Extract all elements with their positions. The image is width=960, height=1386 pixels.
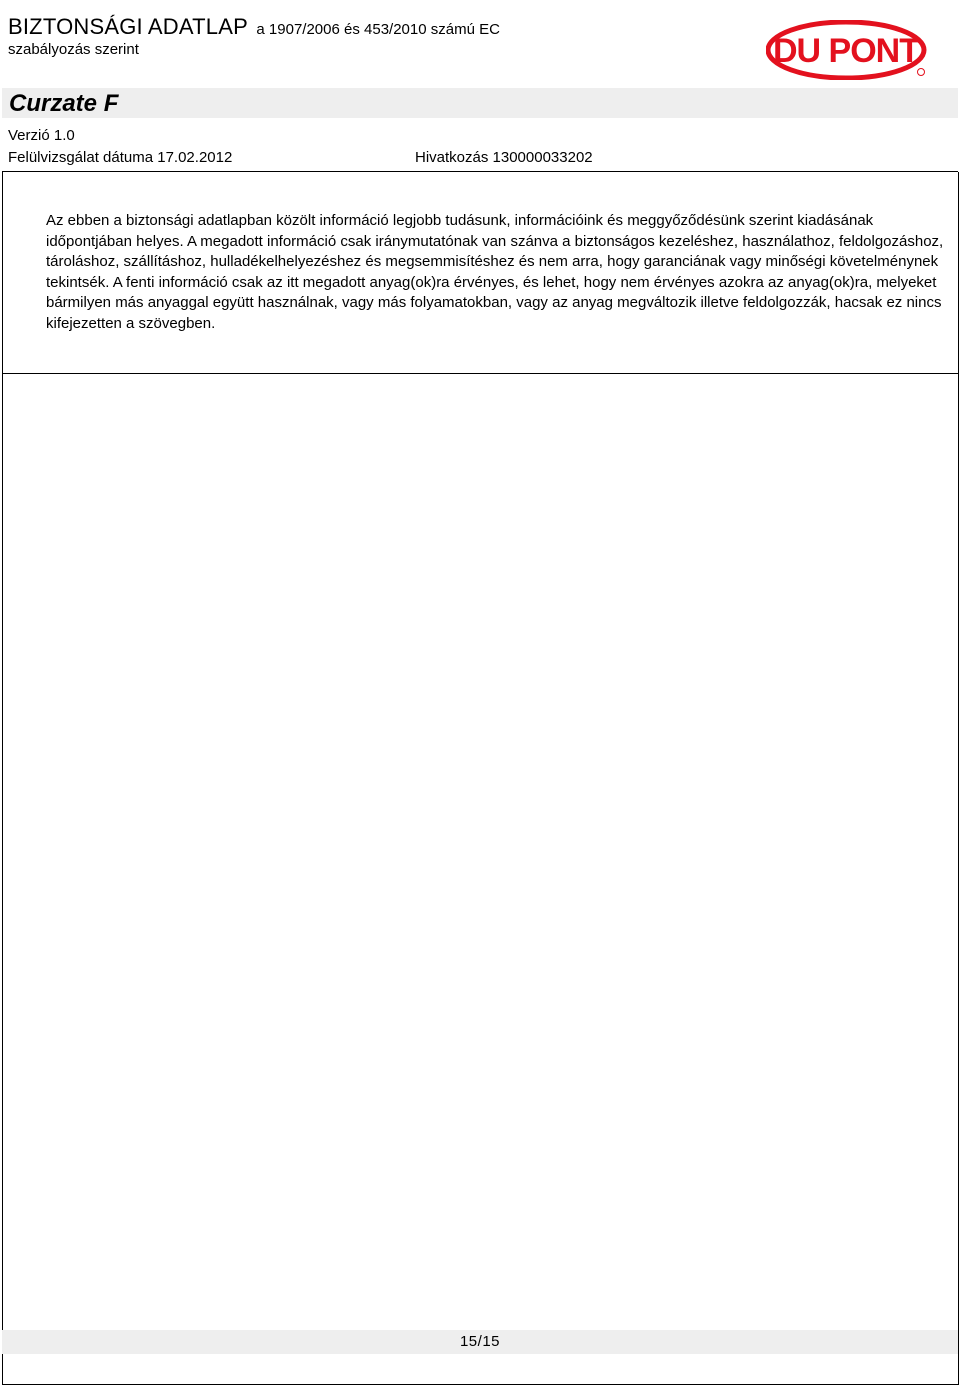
footer-band <box>2 1330 958 1354</box>
logo-wordmark: DU PONT <box>773 32 919 70</box>
page-number: 15/15 <box>459 1333 501 1350</box>
regulation-reference-continued: szabályozás szerint <box>8 41 139 58</box>
disclaimer-paragraph: Az ebben a biztonsági adatlapban közölt információ legjobb tudásunk, információink és meggyőződésünk szerint kiadásának időpontjában helyes. A megadott információ csak iránymutatónak van szánva a biztonságos kezeléshez, használathoz, feldolgozáshoz, tároláshoz, szállításhoz, hulladékelhelyezéshez és megsemmisítéshez és nem arra, hogy garanciának vagy minőségi követelménynek tekintsék. A fenti információ csak az itt megadott anyag(ok)ra érvényes, és lehet, hogy nem érvényes azokra az anyag(ok)ra, melyeket bármilyen más anyaggal együtt használnak, vagy más folyamatokban, vagy az anyag megváltozik illetve feldolgozzák, hacsak ez nincs kifejezetten a szövegben. <box>46 212 944 332</box>
reference-number: Hivatkozás 130000033202 <box>415 149 593 166</box>
version-label: Verzió 1.0 <box>8 127 75 144</box>
regulation-reference: a 1907/2006 és 453/2010 számú EC <box>256 21 500 38</box>
dupont-logo <box>766 20 930 80</box>
document-header <box>8 14 500 40</box>
review-date: Felülvizsgálat dátuma 17.02.2012 <box>8 149 233 166</box>
document-title: BIZTONSÁGI ADATLAP <box>8 14 248 39</box>
product-name-band <box>2 88 958 118</box>
page-body-frame <box>2 172 959 1385</box>
disclaimer-divider <box>2 373 958 374</box>
product-name: Curzate F <box>9 90 119 117</box>
